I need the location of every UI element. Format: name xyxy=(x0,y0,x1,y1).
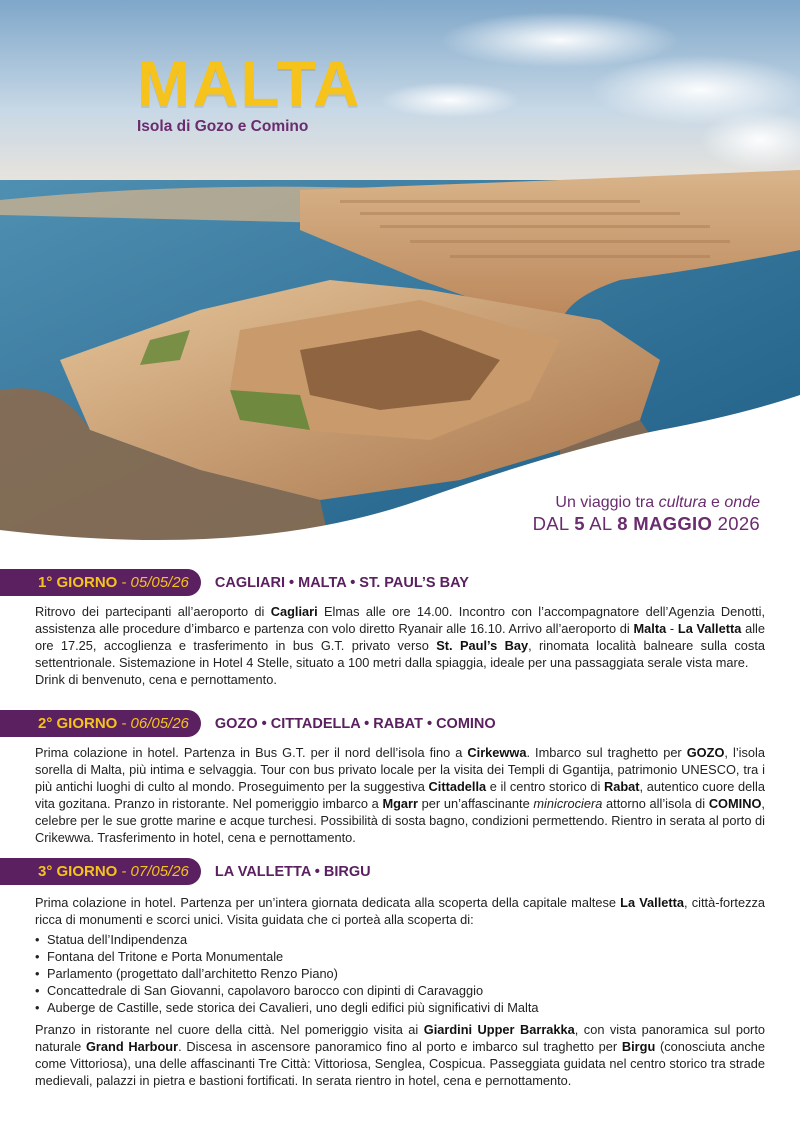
day-3-intro xyxy=(35,894,765,928)
text-run: Elmas alle ore 14.00. Incontro con l’accompagnatore dell’Agenzia Denotti, assistenza alle procedure d’imbarco e partenza con volo diretto Ryanair alle 16.10. Arrivo all’aeroporto di xyxy=(35,604,766,636)
text-run: e il centro storico di xyxy=(486,779,604,794)
place-la-valletta: La Valletta xyxy=(620,895,685,910)
place-malta: Malta xyxy=(633,621,667,636)
page-title: MALTA xyxy=(137,48,362,120)
day-1-paragraph xyxy=(35,603,765,671)
list-item: • Fontana del Tritone e Porta Monumentale xyxy=(35,948,765,965)
day-3-pill xyxy=(0,858,201,885)
text-run: Pranzo in ristorante nel cuore della città. Nel pomeriggio visita ai xyxy=(35,1022,424,1037)
text-run: Ritrovo dei partecipanti all’aeroporto di xyxy=(35,604,271,619)
day-2-description xyxy=(35,744,765,846)
text-run: - xyxy=(666,621,678,636)
tagline-slogan xyxy=(533,493,760,512)
tagline-day-to: 8 MAGGIO xyxy=(617,513,713,535)
tagline-day-from: 5 xyxy=(574,513,585,535)
day-1-pill xyxy=(0,569,201,596)
place-cirkewwa: Cirkewwa xyxy=(467,745,527,760)
day-3-visit-list xyxy=(35,931,765,1016)
tagline xyxy=(533,493,760,535)
day-1-header xyxy=(0,569,469,596)
text-run: , con vista panoramica sul porto naturale xyxy=(35,1022,765,1054)
text-run: , autentico cuore della vita gozitana. Pranzo in ristorante. Nel pomeriggio imbarco a xyxy=(35,779,765,811)
day-1-label: 1° GIORNO xyxy=(38,574,118,591)
day-3-date: - 07/05/26 xyxy=(121,863,189,880)
tagline-emph-cultura: cultura xyxy=(658,494,707,511)
day-2-header xyxy=(0,710,496,737)
place-rabat: Rabat xyxy=(603,779,640,794)
day-3-description xyxy=(35,894,765,1089)
place-cittadella: Cittadella xyxy=(428,779,487,794)
day-1-closing: Drink di benvenuto, cena e pernottamento. xyxy=(35,672,277,687)
list-item: • Auberge de Castille, sede storica dei Cavalieri, uno degli edifici più significativi di Malta xyxy=(35,999,765,1016)
text-run: (conosciuta anche come Vittoriosa), una delle affascinanti Tre Città: Vittoriosa, Senglea, Cospicua. Passeggiata guidata nel centro storico tra strade medievali, palazzi in pietra e bastioni fortificati. In serata rientro in hotel, cena e pernottamento. xyxy=(35,1039,765,1088)
text-run: , l’isola sorella di Malta, più intima e selvaggia. Tour con bus privato locale per la visita dei Templi di Ggantija, patrimonio UNESCO, tra i più antichi luoghi di culto al mondo. Proseguimento per la suggestiva xyxy=(35,745,765,794)
day-3-header xyxy=(0,858,371,885)
place-gozo: GOZO xyxy=(686,745,725,760)
tagline-year: 2026 xyxy=(712,513,760,535)
day-3-route: LA VALLETTA • BIRGU xyxy=(214,863,371,880)
text-run: alle ore 17.25, accoglienza e trasferimento in bus G.T. privato verso xyxy=(35,621,766,653)
place-st-pauls-bay: St. Paul’s Bay xyxy=(436,638,529,653)
place-birgu: Birgu xyxy=(621,1039,656,1054)
tagline-al: AL xyxy=(584,513,618,535)
hero-section xyxy=(0,0,800,545)
text-run: . Imbarco sul traghetto per xyxy=(526,745,687,760)
text-run: , città-fortezza ricca di monumenti e scorci unici. Visita guidata che ci porteà alla scoperta di: xyxy=(35,895,765,927)
text-run: Prima colazione in hotel. Partenza in Bus G.T. per il nord dell’isola fino a xyxy=(35,745,468,760)
text-run: Prima colazione in hotel. Partenza per un’intera giornata dedicata alla scoperta della capitale maltese xyxy=(35,895,621,910)
place-la-valletta: La Valletta xyxy=(677,621,742,636)
tagline-text: e xyxy=(706,494,725,511)
tagline-dal: DAL xyxy=(532,513,575,535)
day-2-label: 2° GIORNO xyxy=(38,715,118,732)
tagline-emph-onde: onde xyxy=(724,494,760,511)
page-subtitle: Isola di Gozo e Comino xyxy=(137,118,309,135)
place-upper-barrakka: Giardini Upper Barrakka xyxy=(423,1022,575,1037)
text-run: attorno all’isola di xyxy=(602,796,709,811)
tagline-dates xyxy=(533,512,760,535)
list-item: • Parlamento (progettato dall’architetto Renzo Piano) xyxy=(35,965,765,982)
text-run: , celebre per le sue grotte marine e acque turchesi. Possibilità di sosta bagno, condizioni permettendo. Rientro in serata al porto di Crikewwa. Trasferimento in hotel, cena e pernottamento. xyxy=(35,796,765,845)
day-1-date: - 05/05/26 xyxy=(121,574,189,591)
list-item: • Statua dell’Indipendenza xyxy=(35,931,765,948)
hero-aerial-photo xyxy=(0,0,800,545)
emph-minicrociera: minicrociera xyxy=(533,796,603,811)
day-2-paragraph xyxy=(35,744,765,846)
text-run: , rinomata località balneare sulla costa settentrionale. Sistemazione in Hotel 4 Stelle, situato a 100 metri dalla spiaggia, ideale per una passaggiata serale vista mare. xyxy=(35,638,765,670)
text-run: per un’affascinante xyxy=(418,796,534,811)
day-1-route: CAGLIARI • MALTA • ST. PAUL’S BAY xyxy=(214,574,469,591)
place-grand-harbour: Grand Harbour xyxy=(85,1039,179,1054)
tagline-text: Un viaggio tra xyxy=(555,494,659,511)
place-cagliari: Cagliari xyxy=(270,604,318,619)
place-mgarr: Mgarr xyxy=(382,796,418,811)
brand-block xyxy=(137,48,362,136)
day-3-label: 3° GIORNO xyxy=(38,863,118,880)
day-3-paragraph xyxy=(35,1021,765,1089)
day-1-description xyxy=(35,603,765,688)
list-item: • Concattedrale di San Giovanni, capolavoro barocco con dipinti di Caravaggio xyxy=(35,982,765,999)
day-2-pill xyxy=(0,710,201,737)
day-2-route: GOZO • CITTADELLA • RABAT • COMINO xyxy=(214,715,496,732)
day-2-date: - 06/05/26 xyxy=(121,715,189,732)
place-comino: COMINO xyxy=(708,796,762,811)
text-run: . Discesa in ascensore panoramico fino al porto e imbarco sul traghetto per xyxy=(178,1039,622,1054)
